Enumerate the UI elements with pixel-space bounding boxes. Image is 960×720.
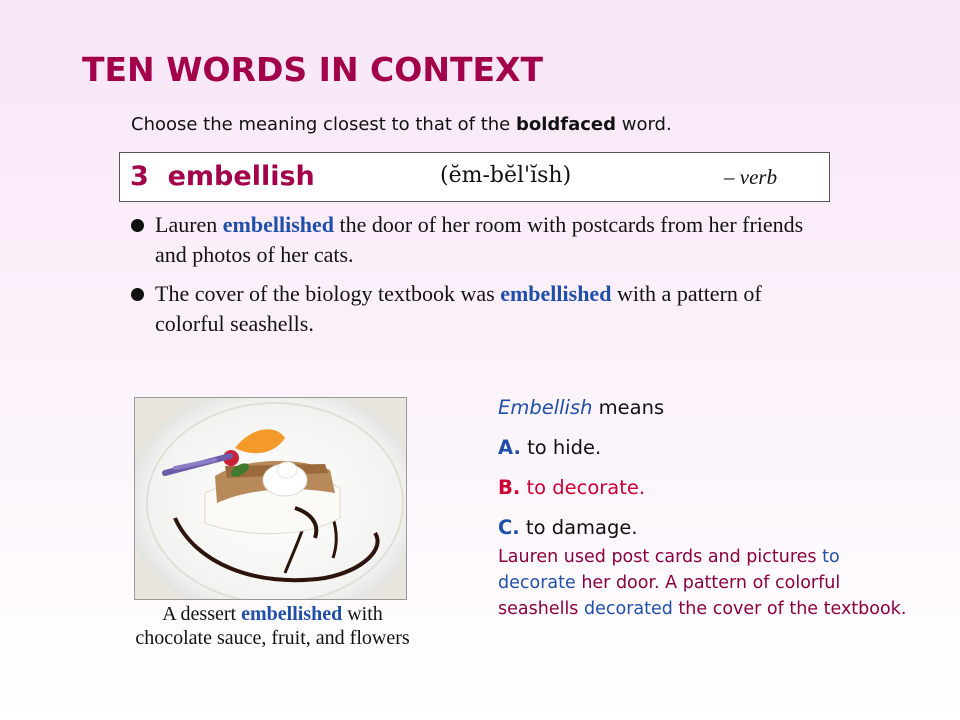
example-sentence [131, 210, 831, 270]
dessert-illustration [135, 398, 406, 599]
pronunciation: (ĕm-bĕl'ĭsh) [440, 163, 572, 188]
bullet-icon [131, 219, 144, 232]
answer-panel [498, 390, 918, 550]
answer-option-b[interactable] [498, 470, 918, 510]
word-heading [130, 161, 315, 192]
option-text: to decorate. [526, 476, 646, 499]
photo-caption [95, 602, 450, 650]
explanation-highlight: decorated [584, 599, 673, 619]
answer-option-a[interactable] [498, 430, 918, 470]
sentence-text: Lauren [155, 212, 223, 237]
explanation-text: her door. A pattern of colorful seashells [498, 573, 841, 619]
dessert-photo [134, 397, 407, 600]
caption-keyword: embellished [241, 603, 343, 625]
sentence-keyword: embellished [222, 212, 335, 237]
word-card [119, 152, 830, 202]
instructions [131, 114, 672, 135]
explanation-text: Lauren used post cards and pictures [498, 547, 823, 567]
option-text: to damage. [525, 516, 638, 539]
question-stem-text: means [592, 396, 665, 419]
vocab-word: embellish [167, 161, 315, 192]
sentence-text: The cover of the biology textbook was [155, 281, 501, 306]
question-stem [498, 390, 918, 430]
option-text: to hide. [527, 436, 602, 459]
instructions-end: word. [616, 114, 672, 135]
part-of-speech: – verb [724, 165, 778, 189]
example-sentence [131, 279, 831, 339]
sentence-text: with a pattern of colorful seashells. [155, 281, 762, 336]
explanation-highlight: to decorate [498, 547, 840, 593]
sentence-text: the door of her room with postcards from her friends and photos of her cats. [155, 212, 804, 267]
sentence-keyword: embellished [500, 281, 612, 306]
caption-line-1 [95, 602, 450, 626]
caption-text: with [342, 603, 383, 625]
instructions-text: Choose the meaning closest to that of the [131, 114, 516, 135]
word-number: 3 [130, 161, 149, 192]
option-letter: C. [498, 516, 520, 539]
option-letter: B. [498, 476, 521, 499]
question-word: Embellish [498, 396, 593, 419]
bullet-icon [131, 288, 144, 301]
explanation [498, 544, 918, 622]
caption-text: A dessert [162, 603, 242, 625]
example-sentences [131, 210, 831, 348]
explanation-text: the cover of the textbook. [672, 599, 907, 619]
caption-line-2: chocolate sauce, fruit, and flowers [135, 627, 410, 649]
instructions-bold: boldfaced [515, 114, 617, 135]
option-letter: A. [498, 436, 521, 459]
page-title: TEN WORDS IN CONTEXT [82, 50, 543, 89]
